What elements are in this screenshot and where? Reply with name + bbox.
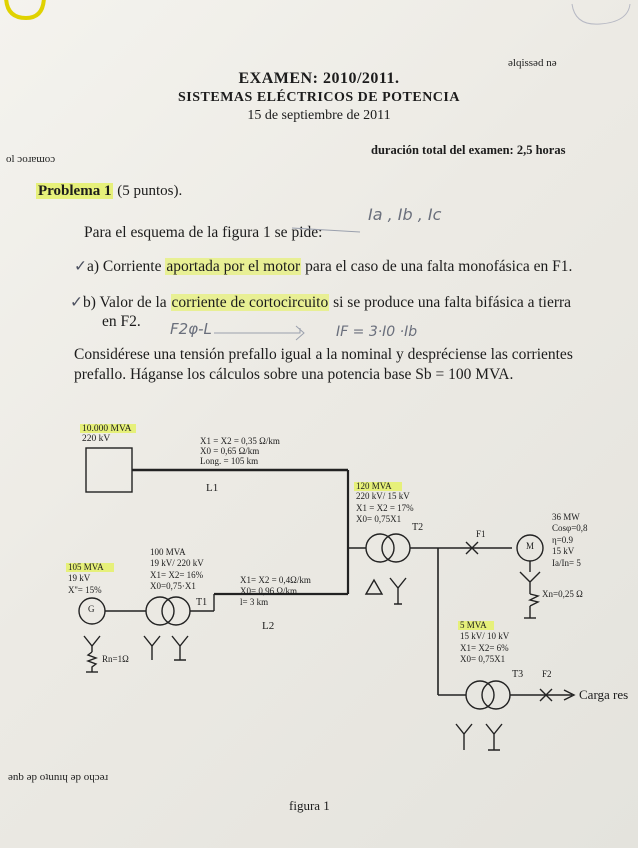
l1-label: L1 [206, 482, 219, 494]
t1-label: T1 [196, 597, 208, 608]
l1-length: Long. = 105 km [200, 456, 259, 466]
l2-label: L2 [262, 620, 275, 632]
handwritten-arrow-top [292, 228, 360, 232]
gen-symbol-letter: G [88, 604, 95, 614]
t3-x0: X0= 0,75X1 [460, 654, 506, 664]
problem-note-line1: Considérese una tensión prefallo igual a la nominal y despréciense las corrientes [74, 346, 573, 363]
t3-wye-2-icon [486, 724, 502, 750]
handwritten-arrow [214, 326, 304, 340]
motor-power: 36 MW [552, 512, 580, 522]
t1-wye-2-icon [172, 636, 188, 660]
t2-delta-icon [366, 580, 382, 594]
l1-x0: X0 = 0,65 Ω/km [200, 446, 260, 456]
check-mark-icon: ✓ [74, 258, 87, 275]
problem-note-line2: prefallo. Háganse los cálculos sobre una potencia base Sb = 100 MVA. [74, 366, 514, 383]
gen-wye-icon [84, 636, 100, 652]
exam-subject: SISTEMAS ELÉCTRICOS DE POTENCIA [178, 90, 460, 105]
handwritten-formula: IF = 3·I0 ·Ib [336, 324, 418, 340]
t1-wye-1-icon [144, 636, 160, 660]
t3-ratio: 15 kV/ 10 kV [460, 631, 510, 641]
motor-eta: η=0.9 [552, 535, 574, 545]
source-voltage: 220 kV [82, 434, 111, 444]
problem-points: (5 puntos). [117, 183, 183, 199]
bleed-through-text: ǝnb ǝp oʇunıɥ ǝp oɥɔǝɹ [8, 771, 109, 783]
motor-xn: Xn=0,25 Ω [542, 589, 583, 599]
t3-power: 5 MVA [460, 620, 487, 630]
t2-winding-1 [366, 534, 394, 562]
item-a-text-before: Corriente [102, 258, 166, 275]
t2-x0: X0= 0,75X1 [356, 514, 402, 524]
t1-x12: X1= X2= 16% [150, 570, 204, 580]
item-a-highlight: aportada por el motor [166, 258, 301, 275]
gen-ground-resistor [88, 652, 96, 672]
network-source-box [86, 448, 132, 492]
problem-intro: Para el esquema de la figura 1 se pide: [84, 224, 323, 241]
t2-wye-icon [390, 578, 406, 604]
exam-date: 15 de septiembre de 2011 [247, 108, 391, 123]
bleed-through-text: ol ɔoɹɐɯoɔ [6, 153, 56, 165]
source-power: 10.000 MVA [82, 424, 132, 434]
item-b-highlight: corriente de cortocircuito [171, 294, 329, 311]
t1-x0: X0=0,75·X1 [150, 581, 196, 591]
exam-title: EXAMEN: 2010/2011. [238, 70, 400, 87]
l2-length: l= 3 km [240, 597, 269, 607]
item-a-text-after: para el caso de una falta monofásica en F1. [301, 258, 573, 275]
check-mark-icon: ✓ [70, 294, 83, 311]
handwritten-f2-note: F2φ-L [170, 320, 212, 338]
item-b-text-after: si se produce una falta bifásica a tierra [329, 294, 572, 311]
motor-ground-reactance [530, 594, 538, 606]
gen-rn: Rn=1Ω [102, 654, 129, 664]
motor-voltage: 15 kV [552, 546, 575, 556]
exam-duration: duración total del examen: 2,5 horas [371, 143, 566, 157]
item-b-text-before: Valor de la [99, 294, 171, 311]
t3-label: T3 [512, 669, 524, 680]
item-b-letter: b) [83, 294, 96, 311]
t3-wye-1-icon [456, 724, 472, 750]
item-b-line2: en F2. [102, 313, 141, 330]
l2-x0: X0= 0,96 Ω/km [240, 586, 298, 596]
motor-ratio: Ia/In= 5 [552, 558, 581, 568]
t2-ratio: 220 kV/ 15 kV [356, 491, 410, 501]
l2-x12: X1= X2 = 0,4Ω/km [240, 575, 311, 585]
bleed-through-text: ǝlqissǝd nǝ [508, 57, 557, 69]
motor-cos: Cosφ=0,8 [552, 523, 588, 533]
t3-winding-2 [482, 681, 510, 709]
figure-caption: figura 1 [289, 798, 330, 813]
t3-x12: X1= X2= 6% [460, 643, 509, 653]
motor-symbol-letter: M [526, 541, 535, 551]
t2-x12: X1 = X2 = 17% [356, 503, 414, 513]
fault-f2-label: F2 [542, 669, 552, 679]
gen-power: 105 MVA [68, 562, 104, 572]
t1-winding-1 [146, 597, 174, 625]
item-a-letter: a) [87, 258, 100, 275]
t1-winding-2 [162, 597, 190, 625]
t2-winding-2 [382, 534, 410, 562]
t2-label: T2 [412, 522, 424, 533]
gen-voltage: 19 kV [68, 573, 91, 583]
load-label: Carga res [579, 687, 629, 702]
t2-power: 120 MVA [356, 481, 392, 491]
handwritten-top-note: Ia , Ib , Ic [368, 205, 442, 224]
gen-x: X''= 15% [68, 585, 102, 595]
fault-f1-label: F1 [476, 529, 486, 539]
t3-winding-1 [466, 681, 494, 709]
l1-x12: X1 = X2 = 0,35 Ω/km [200, 436, 280, 446]
motor-grounding-wye [520, 561, 540, 594]
problem-label: Problema 1 [38, 183, 112, 199]
t1-ratio: 19 kV/ 220 kV [150, 558, 204, 568]
t1-power: 100 MVA [150, 547, 186, 557]
